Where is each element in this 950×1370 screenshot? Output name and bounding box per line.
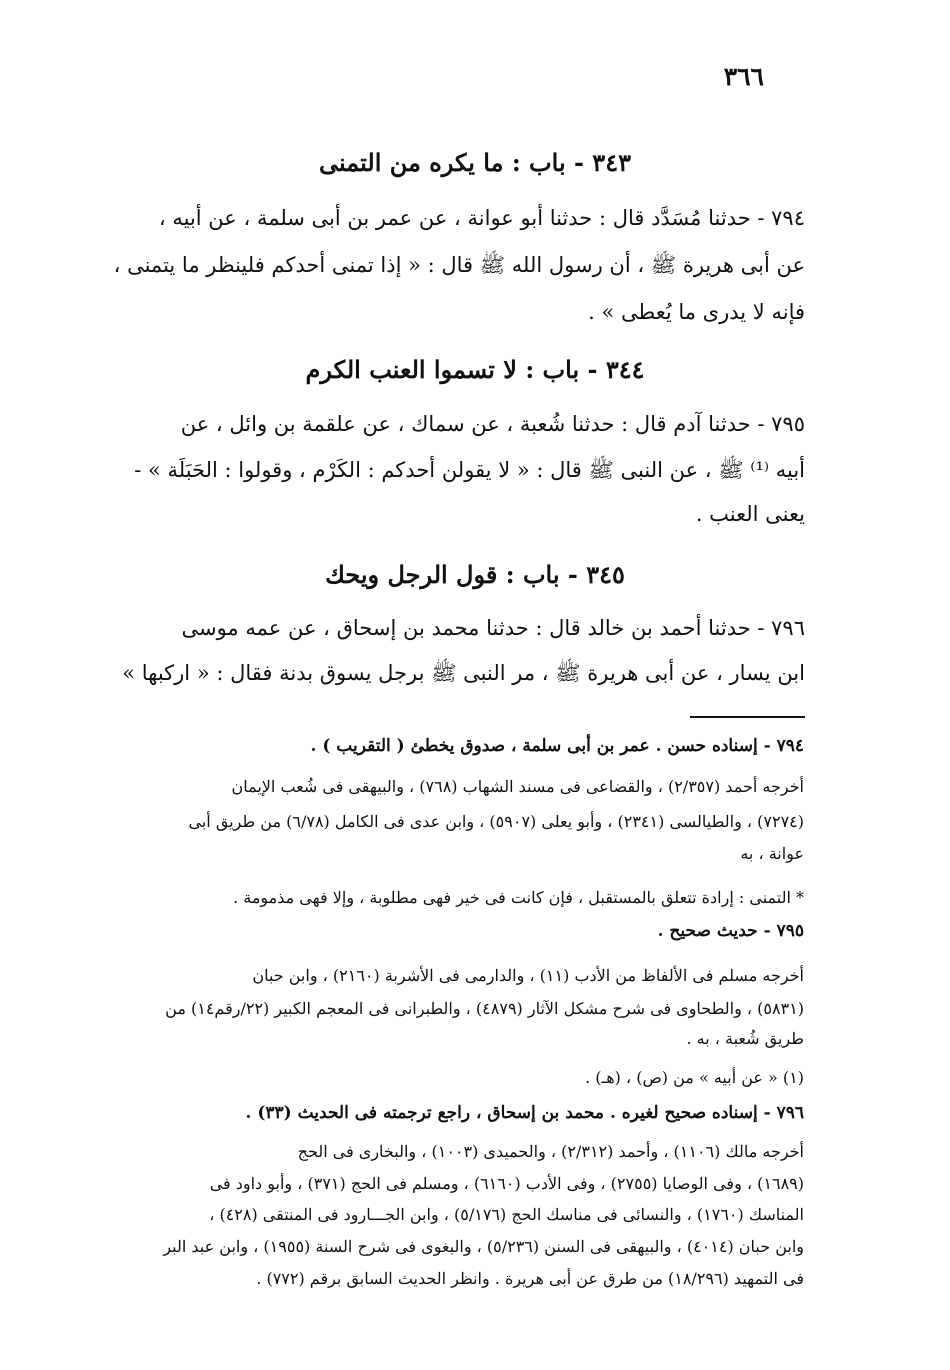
footnote-796-line-5: فى التمهيد (١٨/٢٩٦) من طرق عن أبى هريرة . وانظر الحديث السابق برقم (٧٧٢) . xyxy=(256,1269,804,1288)
hadith-794-line-3: فإنه لا يدرى ما يُعطى » . xyxy=(588,300,805,324)
footnote-separator xyxy=(690,716,805,718)
footnote-794-line-1: أخرجه أحمد (٢/٣٥٧) ، والقضاعى فى مسند الشهاب (٧٦٨) ، والبيهقى فى شُعب الإيمان xyxy=(231,777,804,796)
footnote-796-line-3: المناسك (١٧٦٠) ، والنسائى فى مناسك الحج (٥/١٧٦) ، وابن الجـــارود فى المنتقى (٤٢٨) ، xyxy=(209,1205,804,1224)
page-number: ٣٦٦ xyxy=(723,62,764,91)
hadith-796-line-2: ابن يسار ، عن أبى هريرة ﷺ ، مر النبى ﷺ برجل يسوق بدنة فقال : « اركبها » xyxy=(122,661,805,685)
hadith-795-line-3: يعنى العنب . xyxy=(695,502,805,526)
hadith-795-line-1: ٧٩٥ - حدثنا آدم قال : حدثنا شُعبة ، عن سماك ، عن علقمة بن وائل ، عن xyxy=(180,412,805,436)
footnote-794-line-2: (٧٢٧٤) ، والطيالسى (٢٣٤١) ، وأبو يعلى (٥٩٠٧) ، وابن عدى فى الكامل (٦/٧٨) من طريق أبى xyxy=(188,812,804,831)
footnote-794-heading: ٧٩٤ - إسناده حسن . عمر بن أبى سلمة ، صدوق يخطئ ( التقريب ) . xyxy=(310,736,804,756)
hadith-794-line-1: ٧٩٤ - حدثنا مُسَدَّد قال : حدثنا أبو عوانة ، عن عمر بن أبى سلمة ، عن أبيه ، xyxy=(158,206,805,230)
footnote-ref-1: (١) « عن أبيه » من (ص) ، (هـ) . xyxy=(585,1068,804,1087)
footnote-tamanni-note: * التمنى : إرادة تتعلق بالمستقبل ، فإن كانت فى خير فهى مطلوبة ، وإلا فهى مذمومة . xyxy=(233,888,804,907)
hadith-794-line-2: عن أبى هريرة ﷺ ، أن رسول الله ﷺ قال : « إذا تمنى أحدكم فلينظر ما يتمنى ، xyxy=(113,253,805,277)
chapter-heading-343: ٣٤٣ - باب : ما يكره من التمنى xyxy=(319,148,631,177)
footnote-794-line-3: عوانة ، به xyxy=(740,844,804,863)
footnote-795-line-3: طريق شُعبة ، به . xyxy=(686,1029,804,1048)
footnote-796-line-1: أخرجه مالك (١١٠٦) ، وأحمد (٢/٣١٢) ، والحميدى (١٠٠٣) ، والبخارى فى الحج xyxy=(297,1142,804,1161)
chapter-heading-344: ٣٤٤ - باب : لا تسموا العنب الكرم xyxy=(305,355,645,384)
hadith-795-line-2: أبيه ⁽¹⁾ ﷺ ، عن النبى ﷺ قال : « لا يقولن أحدكم : الكَرْم ، وقولوا : الحَبَلَة » - xyxy=(134,458,805,482)
footnote-796-line-2: (١٦٨٩) ، وفى الوصايا (٢٧٥٥) ، وفى الأدب (٦١٦٠) ، ومسلم فى الحج (٣٧١) ، وأبو داود فى xyxy=(209,1174,804,1193)
footnote-795-heading: ٧٩٥ - حديث صحيح . xyxy=(657,921,804,941)
hadith-796-line-1: ٧٩٦ - حدثنا أحمد بن خالد قال : حدثنا محمد بن إسحاق ، عن عمه موسى xyxy=(181,616,805,640)
footnote-795-line-2: (٥٨٣١) ، والطحاوى فى شرح مشكل الآثار (٤٨٧٩) ، والطبرانى فى المعجم الكبير (٢٢/رقم١٤) من xyxy=(165,999,804,1018)
chapter-heading-345: ٣٤٥ - باب : قول الرجل ويحك xyxy=(325,560,625,589)
footnote-796-heading: ٧٩٦ - إسناده صحيح لغيره . محمد بن إسحاق ، راجع ترجمته فى الحديث (٣٣) . xyxy=(245,1103,804,1123)
footnote-795-line-1: أخرجه مسلم فى الألفاظ من الأدب (١١) ، والدارمى فى الأشربة (٢١٦٠) ، وابن حبان xyxy=(252,966,804,985)
footnote-796-line-4: وابن حبان (٤٠١٤) ، والبيهقى فى السنن (٥/٢٣٦) ، والبغوى فى شرح السنة (١٩٥٥) ، وابن عبد البر xyxy=(163,1237,804,1256)
